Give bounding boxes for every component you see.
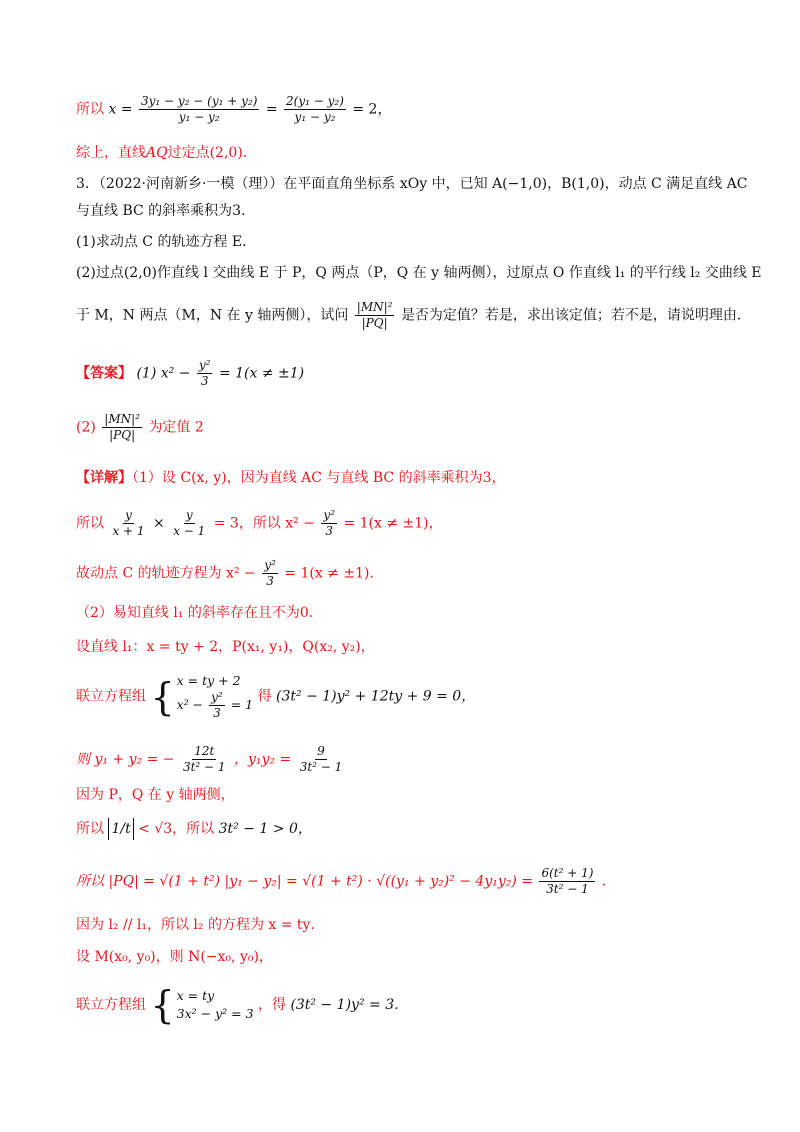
detail-heading: 【详解】（1）设 C(x, y)，因为直线 AC 与直线 BC 的斜率乘积为3， bbox=[76, 470, 506, 486]
equation-system: { x = ty + 2 x² − $\frac{\text{y²}}{3}$ = 1 bbox=[150, 673, 254, 720]
mn-setup: 设 M(x₀, y₀)，则 N(−x₀, y₀)， bbox=[76, 949, 273, 965]
l2-equation: 因为 l₂ // l₁，所以 l₂ 的方程为 x = ty． bbox=[76, 917, 325, 933]
sides-condition: 因为 P，Q 在 y 轴两侧， bbox=[76, 787, 235, 803]
fraction: $\frac{\text{y²}}{3}$ bbox=[264, 558, 276, 588]
fraction: $\frac{\text{|MN|²}}{|PQ|}$ bbox=[356, 300, 393, 330]
problem-statement-cont: 与直线 BC 的斜率乘积为3． bbox=[76, 203, 256, 219]
system-equations-1: 联立方程组 { x = ty + 2 x² − $\frac{\text{y²}}{3}$ = 1 得 (3t² − 1)y² + 12ty + 9 = 0， bbox=[76, 673, 476, 720]
fraction: $\frac{y}{x - 1}$ bbox=[173, 508, 206, 538]
question-2: (2)过点(2,0)作直线 l 交曲线 E 于 P，Q 两点（P，Q 在 y 轴两侧），过原点 O 作直线 l₁ 的平行线 l₂ 交曲线 E bbox=[76, 265, 762, 281]
question-2-cont: 于 M，N 两点（M，N 在 y 轴两侧），试问 $\frac{\text{|MN|²}}{|PQ|}$ 是否为定值？若是，求出该定值；若不是，请说明理由． bbox=[76, 300, 751, 330]
vieta-relations: 则 y₁ + y₂ = − $\frac{12t}{\text{3t² − 1}}$ ，y₁y₂ = $\frac{9}{\text{3t² − 1}}$ bbox=[76, 744, 343, 774]
answer-2: (2) $\frac{\text{|MN|²}}{|PQ|}$ 为定值 2 bbox=[76, 412, 204, 442]
question-1: (1)求动点 C 的轨迹方程 E． bbox=[76, 234, 257, 250]
problem-statement: 3．（2022·河南新乡·一模（理））在平面直角坐标系 xOy 中，已知 A(−1,0)，B(1,0)，动点 C 满足直线 AC bbox=[76, 176, 748, 192]
line-setup: 设直线 l₁：x = ty + 2，P(x₁, y₁)，Q(x₂, y₂)， bbox=[76, 639, 375, 655]
fraction: $\frac{\text{2(y₁ − y₂)}}{\text{y₁ − y₂}}$ bbox=[286, 94, 344, 124]
fraction: $\frac{\text{3y₁ − y₂ − (y₁ + y₂)}}{\text{y₁ − y₂}}$ bbox=[140, 94, 258, 124]
fraction: $\frac{y}{x + 1}$ bbox=[112, 508, 145, 538]
fraction: $\frac{12t}{\text{3t² − 1}}$ bbox=[182, 744, 226, 774]
inequality-line: 所以 1/t < √3，所以 3t² − 1 > 0， bbox=[76, 818, 312, 840]
fraction: $\frac{9}{\text{3t² − 1}}$ bbox=[299, 744, 343, 774]
fraction: $\frac{\text{y²}}{3}$ bbox=[198, 358, 211, 388]
trajectory-equation: 故动点 C 的轨迹方程为 x² − $\frac{\text{y²}}{3}$ = 1(x ≠ ±1)． bbox=[76, 558, 384, 588]
derivation-x-value: 所以 x = $\frac{\text{3y₁ − y₂ − (y₁ + y₂)}}{\text{y₁ − y₂}}$ = $\frac{\text{2(y₁ − y₂)}}{\text{y₁ − y₂}}$ = 2， bbox=[76, 94, 392, 124]
conclusion-line: 综上，直线AQ过定点(2,0)． bbox=[76, 145, 257, 161]
slope-product-equation: 所以 $\frac{y}{x + 1}$ × $\frac{y}{x - 1}$ = 3，所以 x² − $\frac{\text{y²}}{3}$ = 1(x ≠ ±1)， bbox=[76, 508, 443, 538]
answer-1: 【答案】 (1) x² − $\frac{\text{y²}}{3}$ = 1(x ≠ ±1) bbox=[76, 358, 305, 388]
fraction: $\frac{\text{|MN|²}}{|PQ|}$ bbox=[104, 412, 140, 442]
system-equations-2: 联立方程组 { x = ty 3x² − y² = 3 ，得 (3t² − 1)y² = 3． bbox=[76, 983, 409, 1027]
pq-length: 所以 |PQ| = √(1 + t²) |y₁ − y₂| = √(1 + t²) · √((y₁ + y₂)² − 4y₁y₂) = $\frac{\text{6(t² + 1)}}{\text{3t² − 1}}$ ． bbox=[76, 866, 616, 896]
equation-system: { x = ty 3x² − y² = 3 bbox=[150, 983, 254, 1027]
fraction: $\frac{\text{y²}}{3}$ bbox=[323, 508, 336, 538]
part-2-start: （2）易知直线 l₁ 的斜率存在且不为0． bbox=[76, 605, 323, 621]
fraction: $\frac{\text{6(t² + 1)}}{\text{3t² − 1}}$ bbox=[541, 866, 594, 896]
